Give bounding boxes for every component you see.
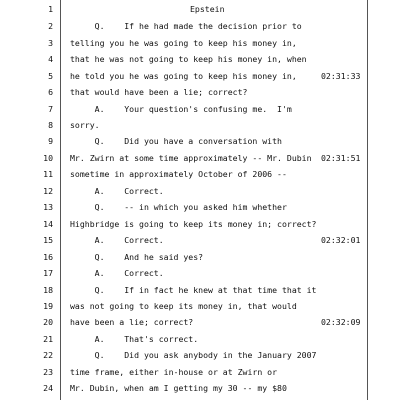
transcript-line [0,380,400,396]
transcript-line [0,232,400,248]
line-number: 15 [43,235,53,246]
line-text: A. Correct. [70,185,164,196]
transcript-line [0,216,400,232]
line-number: 12 [43,185,53,196]
line-number: 21 [43,333,53,344]
line-text: that he was not going to keep his money in, when [70,54,307,65]
line-text: sorry. [70,120,100,130]
line-number: 3 [48,37,53,48]
line-number: 8 [48,120,53,130]
transcript-line [0,364,400,380]
line-number: 7 [48,103,53,114]
witness-name: Epstein [190,4,225,14]
line-number: 2 [48,21,53,32]
transcript-line [0,347,400,363]
line-number: 20 [43,317,53,328]
transcript-line [0,68,400,84]
header-row [0,1,400,17]
line-number: 6 [48,87,53,98]
line-text: Mr. Dubin, when am I getting my 30 -- my $80 [70,383,287,394]
line-text: Mr. Zwirn at some time approximately -- Mr. Dubin [70,152,312,163]
transcript-line [0,117,400,133]
line-number: 13 [43,202,53,213]
transcript-line [0,199,400,215]
line-text: sometime in approximately October of 2006 -- [70,169,287,180]
line-text: that would have been a lie; correct? [70,87,248,98]
line-text: A. Correct. [70,235,164,246]
line-text: Q. Did you have a conversation with [70,136,282,147]
line-number: 4 [48,54,53,65]
transcript-line [0,101,400,117]
line-text: Q. If he had made the decision prior to [70,21,302,32]
line-text: he told you he was going to keep his money in, [70,70,297,81]
transcript-line [0,84,400,100]
transcript-line [0,183,400,199]
timestamp: 02:31:51 [321,152,361,163]
transcript-line [0,51,400,67]
transcript-line [0,35,400,51]
line-number: 19 [43,300,53,311]
line-number: 5 [48,70,53,81]
line-number: 10 [43,152,53,163]
line-number: 22 [43,350,53,361]
line-number: 23 [43,366,53,377]
line-number: 16 [43,251,53,262]
transcript-line [0,18,400,34]
transcript-line [0,150,400,166]
timestamp: 02:32:09 [321,317,361,328]
line-number: 1 [48,4,53,14]
transcript-line [0,331,400,347]
line-number: 9 [48,136,53,147]
line-text: Q. And he said yes? [70,251,204,262]
line-text: A. Your question's confusing me. I'm [70,103,292,114]
transcript-line [0,133,400,149]
transcript-line [0,282,400,298]
line-number: 14 [43,218,53,229]
line-text: was not going to keep its money in, that would [70,300,297,311]
line-text: time frame, either in-house or at Zwirn or [70,366,278,377]
transcript-line [0,166,400,182]
transcript-line [0,249,400,265]
line-text: Q. If in fact he knew at that time that it [70,284,317,295]
transcript-line [0,298,400,314]
line-number: 17 [43,268,53,279]
line-number: 11 [43,169,53,180]
line-text: A. Correct. [70,268,164,279]
line-text: Q. -- in which you asked him whether [70,202,287,213]
timestamp: 02:31:33 [321,70,361,81]
line-number: 18 [43,284,53,295]
line-text: A. That's correct. [70,333,199,344]
transcript-line [0,314,400,330]
line-text: telling you he was going to keep his money in, [70,37,297,48]
line-text: have been a lie; correct? [70,317,194,328]
line-text: Highbridge is going to keep its money in; correct? [70,218,317,229]
timestamp: 02:32:01 [321,235,361,246]
line-text: Q. Did you ask anybody in the January 2007 [70,350,317,361]
line-number: 24 [43,383,53,394]
transcript-line [0,265,400,281]
